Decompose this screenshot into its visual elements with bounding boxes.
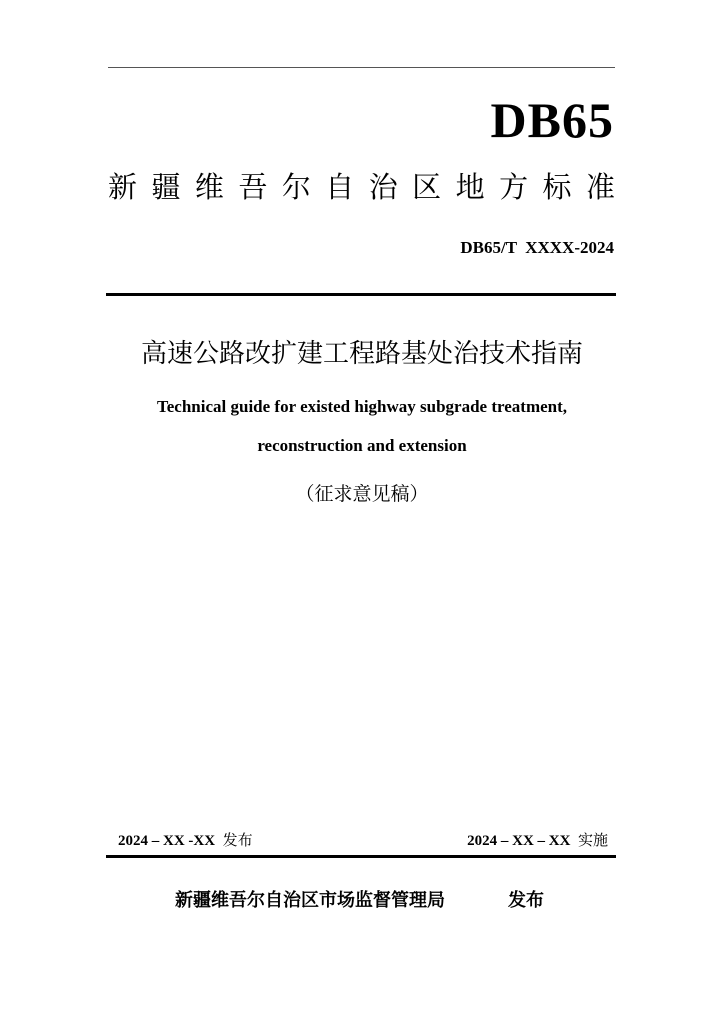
category-char: 准 (585, 170, 615, 204)
standard-code: DB65 (490, 92, 614, 148)
draft-label: （征求意见稿） (295, 483, 429, 505)
category-char: 疆 (151, 170, 181, 204)
implement-label: 实施 (577, 831, 608, 849)
top-divider (108, 67, 615, 68)
document-title-chinese: 高速公路改扩建工程路基处治技术指南 (140, 339, 583, 369)
category-char: 自 (325, 170, 355, 204)
issuing-authority: 新疆维吾尔自治区市场监督管理局 (175, 890, 445, 911)
category-char: 标 (542, 170, 572, 204)
category-char: 尔 (281, 170, 311, 204)
issue-label: 发布 (508, 890, 544, 911)
document-title-english-line1: Technical guide for existed highway subgrade treatment, (156, 397, 568, 416)
category-char: 吾 (238, 170, 268, 204)
header-divider (106, 293, 616, 296)
category-char: 方 (499, 170, 529, 204)
implement-date-line (467, 830, 608, 851)
standard-category (108, 168, 615, 206)
category-char: 维 (194, 170, 224, 204)
publish-date: 2024 – XX -XX (118, 833, 216, 849)
document-title-english-line2: reconstruction and extension (257, 436, 467, 455)
standard-number: DB65/T XXXX-2024 (460, 238, 614, 257)
publish-label: 发布 (222, 831, 253, 849)
category-char: 治 (368, 170, 398, 204)
implement-date: 2024 – XX – XX (467, 833, 571, 849)
publish-date-line (118, 830, 253, 851)
footer-divider (106, 855, 616, 858)
category-char: 区 (412, 170, 442, 204)
category-char: 新 (108, 170, 138, 204)
category-char: 地 (455, 170, 485, 204)
